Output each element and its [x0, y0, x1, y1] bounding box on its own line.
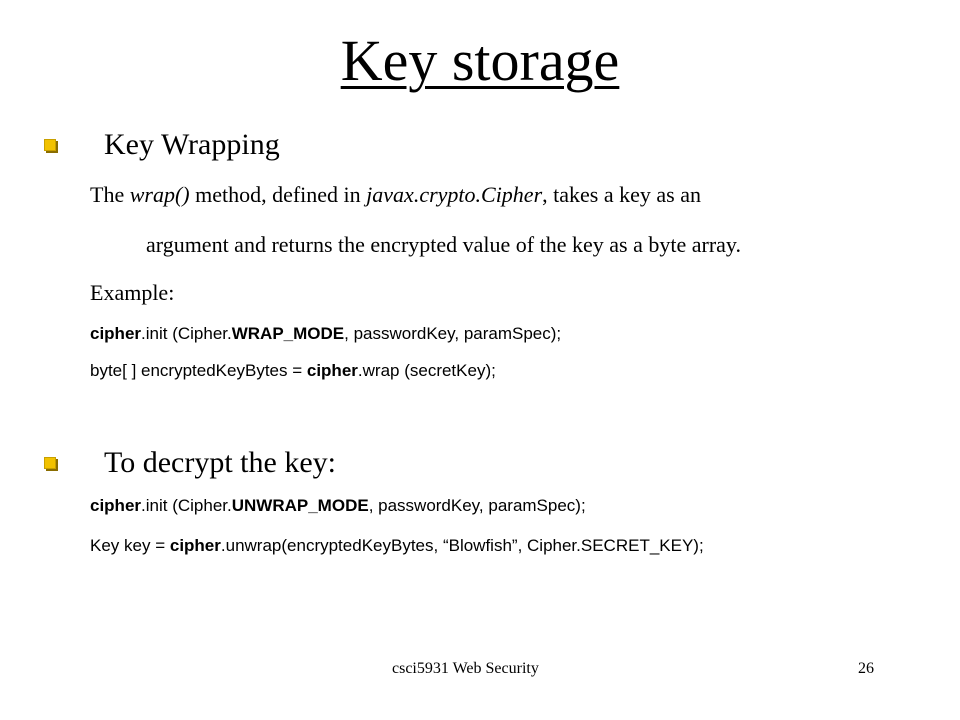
code-line-wrap-init: cipher.init (Cipher.WRAP_MODE, passwordKey, paramSpec); — [90, 324, 562, 343]
slide-title: Key storage — [340, 28, 620, 93]
section-heading-key-wrapping: Key Wrapping — [104, 128, 280, 161]
section-heading-decrypt: To decrypt the key: — [104, 446, 336, 479]
class-name: javax.crypto.Cipher — [366, 182, 543, 207]
paragraph-line-1: The wrap() method, defined in javax.crypto.Cipher, takes a key as an — [90, 182, 701, 207]
method-name: wrap() — [129, 182, 190, 207]
bullet-decrypt — [44, 446, 336, 480]
square-bullet-icon — [44, 457, 56, 469]
example-label: Example: — [90, 280, 175, 305]
code-line-wrap-call: byte[ ] encryptedKeyBytes = cipher.wrap (secretKey); — [90, 361, 496, 380]
code-line-unwrap-init: cipher.init (Cipher.UNWRAP_MODE, passwordKey, paramSpec); — [90, 496, 586, 515]
code-line-unwrap-call: Key key = cipher.unwrap(encryptedKeyBytes, “Blowfish”, Cipher.SECRET_KEY); — [90, 536, 704, 555]
square-bullet-icon — [44, 139, 56, 151]
footer-course: csci5931 Web Security — [392, 660, 539, 677]
bullet-key-wrapping — [44, 128, 280, 162]
footer-page-number: 26 — [858, 660, 874, 677]
paragraph-line-2: argument and returns the encrypted value of the key as a byte array. — [146, 232, 741, 257]
